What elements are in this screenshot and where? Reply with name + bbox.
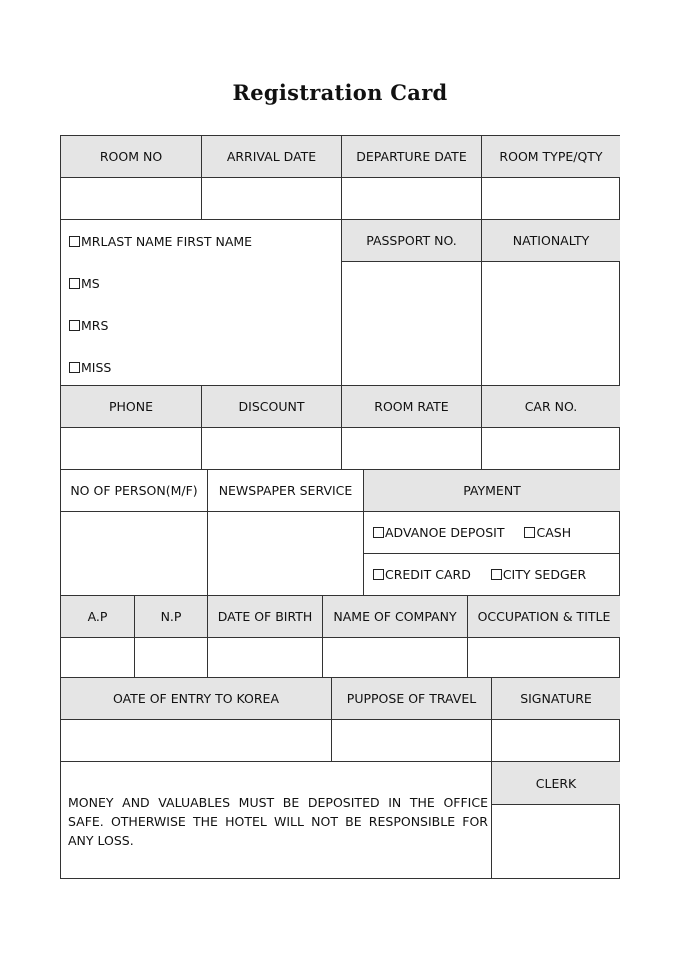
no-of-person-label: NO OF PERSON(M/F) bbox=[61, 470, 207, 512]
cash-option[interactable]: CASH bbox=[536, 525, 572, 540]
departure-date-field[interactable] bbox=[341, 178, 481, 220]
checkbox-icon[interactable] bbox=[524, 527, 535, 538]
discount-field[interactable] bbox=[201, 428, 341, 470]
name-of-company-label: NAME OF COMPANY bbox=[322, 596, 467, 638]
guest-name-section[interactable] bbox=[61, 220, 341, 386]
checkbox-icon[interactable] bbox=[373, 569, 384, 580]
newspaper-service-label: NEWSPAPER SERVICE bbox=[207, 470, 363, 512]
city-ledger-option[interactable]: CITY SEDGER bbox=[502, 567, 587, 582]
no-of-person-field[interactable] bbox=[61, 512, 207, 596]
title-option-mr[interactable] bbox=[69, 234, 252, 249]
np-label: N.P bbox=[134, 596, 207, 638]
occupation-title-label: OCCUPATION & TITLE bbox=[467, 596, 620, 638]
checkbox-icon bbox=[69, 362, 80, 373]
nationality-label: NATIONALTY bbox=[481, 220, 620, 262]
advance-deposit-option[interactable]: ADVANOE DEPOSIT bbox=[385, 525, 505, 540]
newspaper-service-field[interactable] bbox=[207, 512, 363, 596]
phone-label: PHONE bbox=[61, 386, 201, 428]
discount-label: DISCOUNT bbox=[201, 386, 341, 428]
passport-no-label: PASSPORT NO. bbox=[341, 220, 481, 262]
checkbox-icon[interactable] bbox=[373, 527, 384, 538]
page-title: Registration Card bbox=[232, 80, 448, 105]
name-of-company-field[interactable] bbox=[322, 638, 467, 678]
arrival-date-label: ARRIVAL DATE bbox=[201, 136, 341, 178]
date-of-entry-label: OATE OF ENTRY TO KOREA bbox=[61, 678, 331, 720]
purpose-of-travel-label: PUPPOSE OF TRAVEL bbox=[331, 678, 491, 720]
name-label: MRLAST NAME FIRST NAME bbox=[81, 234, 253, 249]
checkbox-icon bbox=[69, 236, 80, 247]
nationality-field[interactable] bbox=[481, 262, 620, 386]
clerk-label: CLERK bbox=[491, 762, 620, 805]
ap-label: A.P bbox=[61, 596, 134, 638]
purpose-of-travel-field[interactable] bbox=[331, 720, 491, 762]
registration-form bbox=[60, 135, 620, 879]
phone-field[interactable] bbox=[61, 428, 201, 470]
departure-date-label: DEPARTURE DATE bbox=[341, 136, 481, 178]
signature-field[interactable] bbox=[491, 720, 620, 762]
car-no-field[interactable] bbox=[481, 428, 620, 470]
date-of-entry-field[interactable] bbox=[61, 720, 331, 762]
checkbox-icon bbox=[69, 320, 80, 331]
ap-field[interactable] bbox=[61, 638, 134, 678]
room-rate-label: ROOM RATE bbox=[341, 386, 481, 428]
signature-label: SIGNATURE bbox=[491, 678, 620, 720]
room-no-field[interactable] bbox=[61, 178, 201, 220]
payment-row-1 bbox=[363, 512, 620, 554]
notice-box bbox=[61, 762, 491, 878]
title-option-ms[interactable]: MS bbox=[69, 276, 100, 291]
date-of-birth-label: DATE OF BIRTH bbox=[207, 596, 322, 638]
title-option-mrs[interactable]: MRS bbox=[69, 318, 108, 333]
occupation-title-field[interactable] bbox=[467, 638, 620, 678]
title-option-miss[interactable]: MISS bbox=[69, 360, 111, 375]
np-field[interactable] bbox=[134, 638, 207, 678]
credit-card-option[interactable]: CREDIT CARD bbox=[385, 567, 471, 582]
room-no-label: ROOM NO bbox=[61, 136, 201, 178]
date-of-birth-field[interactable] bbox=[207, 638, 322, 678]
car-no-label: CAR NO. bbox=[481, 386, 620, 428]
passport-no-field[interactable] bbox=[341, 262, 481, 386]
checkbox-icon bbox=[69, 278, 80, 289]
payment-row-2 bbox=[363, 554, 620, 596]
room-type-qty-field[interactable] bbox=[481, 178, 620, 220]
room-type-qty-label: ROOM TYPE/QTY bbox=[481, 136, 620, 178]
notice-text: MONEY AND VALUABLES MUST BE DEPOSITED IN THE OFFICE SAFE. OTHERWISE THE HOTEL WILL NOT BE RESPONSIBLE FOR ANY LOSS. bbox=[68, 795, 488, 848]
room-rate-field[interactable] bbox=[341, 428, 481, 470]
clerk-field[interactable] bbox=[491, 805, 620, 878]
payment-label: PAYMENT bbox=[363, 470, 620, 512]
arrival-date-field[interactable] bbox=[201, 178, 341, 220]
checkbox-icon[interactable] bbox=[491, 569, 502, 580]
